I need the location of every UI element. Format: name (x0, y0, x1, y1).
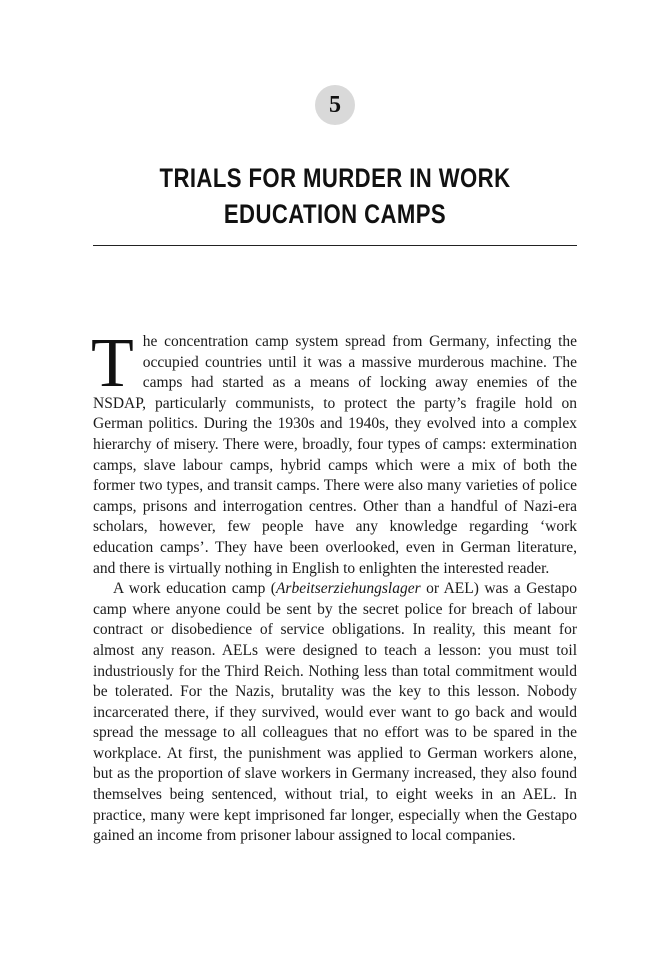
chapter-title-line-1: TRIALS FOR MURDER IN WORK (159, 163, 511, 193)
chapter-title-line-2: EDUCATION CAMPS (223, 199, 447, 229)
drop-cap: T (91, 325, 134, 402)
paragraph-1 (91, 325, 577, 579)
paragraph-1-text: he concentration camp system spread from Germany, infecting the occupied countries until it was a massive murderous machine. The camps had started as a means of locking away enemies of the NSDAP, particularly communists, to protect the party’s fragile hold on German politics. During the 1930s and 1940s, they evolved into a complex hierarchy of misery. There were, broadly, four types of camps: extermination camps, slave labour camps, hybrid camps which were a mix of both the former two types, and transit camps. There were also many varieties of police camps, prisons and interrogation centres. Other than a handful of Nazi-era scholars, however, few people have any knowledge regarding ‘work education camps’. They have been overlooked, even in German literature, and there is virtually nothing in English to enlighten the interested reader. (93, 333, 577, 577)
chapter-number-badge (315, 85, 355, 125)
paragraph-2-text-start: A work education camp ( (113, 580, 276, 598)
chapter-body (91, 325, 577, 847)
chapter-number: 5 (329, 92, 341, 118)
paragraph-2-italic-term: Arbeitserziehungslager (275, 580, 421, 598)
title-divider (93, 245, 577, 246)
paragraph-2-text-end: or AEL) was a Gestapo camp where anyone could be sent by the secret police for breach of labour contract or disobedience of service obligations. In reality, this meant for almost any reason. AELs were designed to teach a lesson: you must toil industriously for the Third Reich. Nothing less than total commitment would be tolerated. For the Nazis, brutality was the key to this lesson. Nobody incarcerated there, if they survived, would ever want to go back and would spread the message to all colleagues that no effort was to be spared in the workplace. At first, the punishment was applied to German workers alone, but as the proportion of slave workers in Germany increased, they also found themselves being sentenced, without trial, to eight weeks in an AEL. In practice, many were kept imprisoned far longer, especially when the Gestapo gained an income from prisoner labour assigned to local companies. (93, 580, 577, 845)
chapter-title (137, 160, 534, 232)
paragraph-2 (93, 579, 577, 847)
